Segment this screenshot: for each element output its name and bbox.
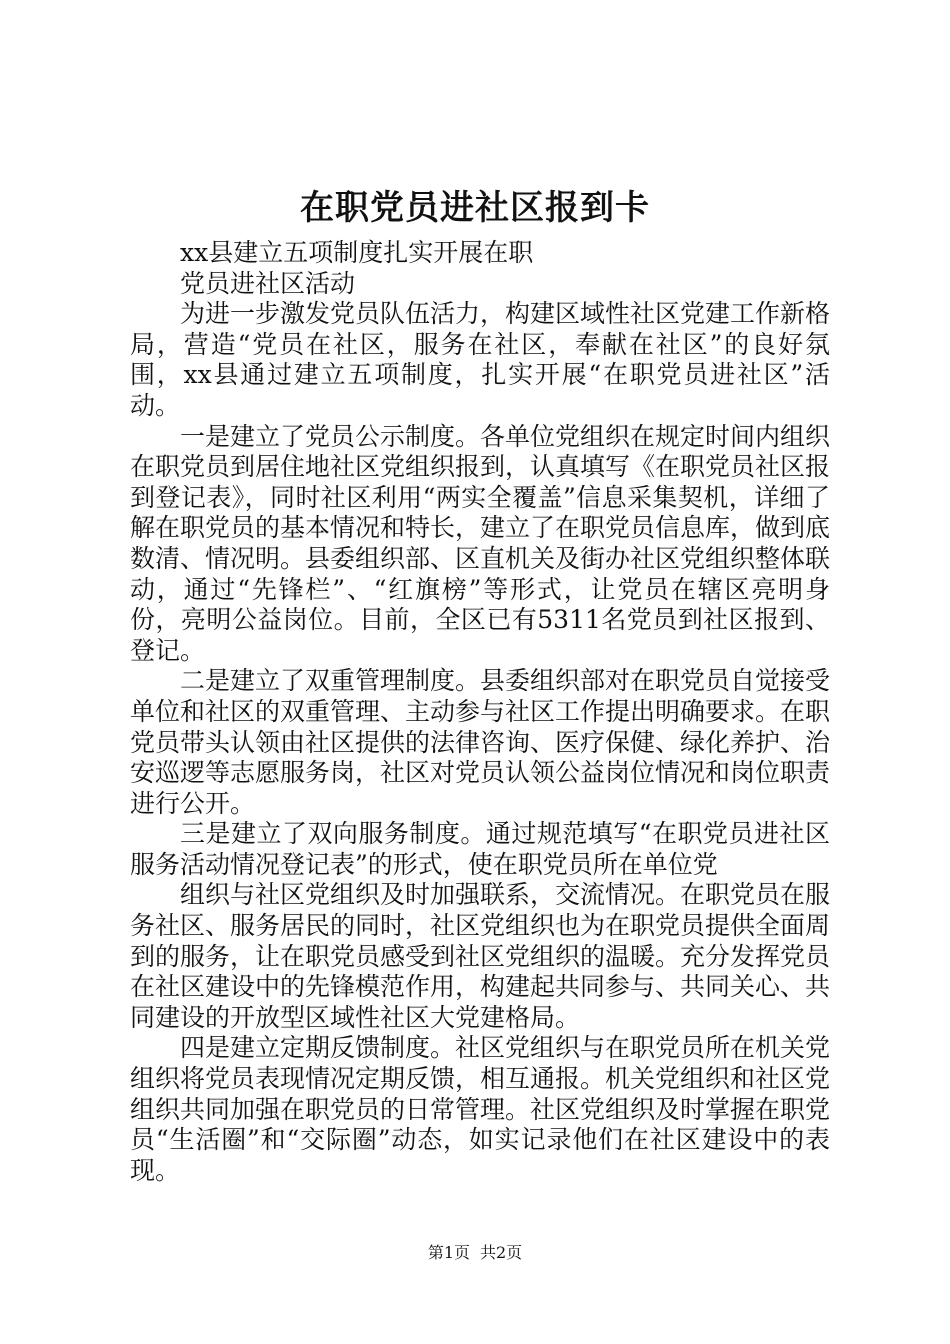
- paragraph-dual-management: 二是建立了双重管理制度。县委组织部对在职党员自觉接受单位和社区的双重管理、主动参与社区工作提出明确要求。在职党员带头认领由社区提供的法律咨询、医疗保健、绿化养护、治安巡逻等志愿服务岗，社区对党员认领公益岗位情况和岗位职责进行公开。: [130, 666, 831, 818]
- subtitle-line-1: xx县建立五项制度扎实开展在职: [180, 238, 534, 267]
- paragraph-intro: 为进一步激发党员队伍活力，构建区域性社区党建工作新格局，营造“党员在社区，服务在社区，奉献在社区”的良好氛围，xx县通过建立五项制度，扎实开展“在职党员进社区”活动。: [130, 299, 831, 420]
- page-number: 第1页: [427, 1243, 470, 1262]
- subtitle-line-2: 党员进社区活动: [180, 268, 356, 298]
- paragraph-two-way-service: 三是建立了双向服务制度。通过规范填写“在职党员进社区服务活动情况登记表”的形式，使在职党员所在单位党: [130, 819, 830, 879]
- page-footer: [0, 1243, 950, 1263]
- paragraph-feedback-system: 四是建立定期反馈制度。社区党组织与在职党员所在机关党组织将党员表现情况定期反馈，相互通报。机关党组织和社区党组织共同加强在职党员的日常管理。社区党组织及时掌握在职党员“生活圈”和“交际圈”动态，如实记录他们在社区建设中的表现。: [130, 1033, 831, 1185]
- paragraph-publicity-system: 一是建立了党员公示制度。各单位党组织在规定时间内组织在职党员到居住地社区党组织报到，认真填写《在职党员社区报到登记表》，同时社区利用“两实全覆盖”信息采集契机，详细了解在职党员的基本情况和特长，建立了在职党员信息库，做到底数清、情况明。县委组织部、区直机关及街办社区党组织整体联动，通过“先锋栏”、“红旗榜”等形式，让党员在辖区亮明身份，亮明公益岗位。目前，全区已有5311名党员到社区报到、登记。: [130, 421, 831, 665]
- paragraph-two-way-service-cont: 组织与社区党组织及时加强联系，交流情况。在职党员在服务社区、服务居民的同时，社区党组织也为在职党员提供全面周到的服务，让在职党员感受到社区党组织的温暖。充分发挥党员在社区建设中的先锋模范作用，构建起共同参与、共同关心、共同建设的开放型区域性社区大党建格局。: [130, 880, 831, 1032]
- document-title: 在职党员进社区报到卡: [300, 188, 650, 228]
- document-body: [130, 238, 830, 1186]
- page-total: 共2页: [480, 1243, 523, 1262]
